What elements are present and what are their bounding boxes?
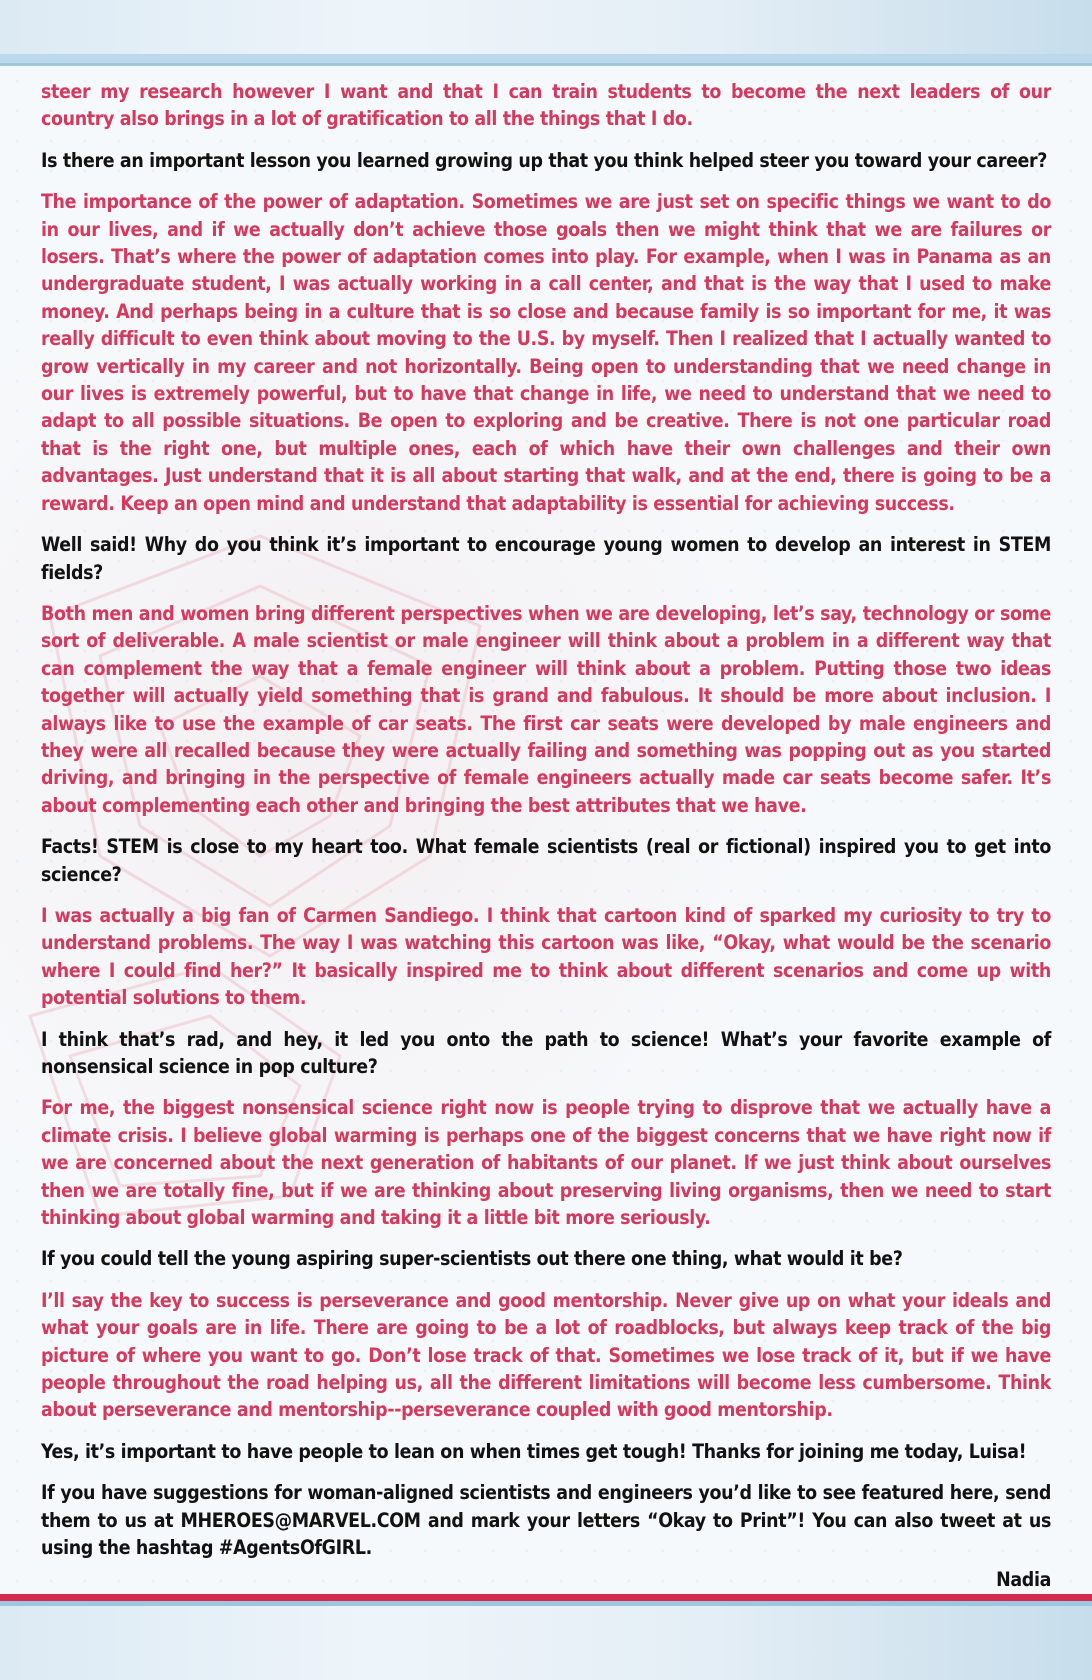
- top-border-stripe: [0, 54, 1092, 63]
- closing-paragraph: Yes, it’s important to have people to lean on when times get tough! Thanks for joining me today, Luisa!: [41, 1439, 1027, 1463]
- answer-paragraph: Both men and women bring different perspectives when we are developing, let’s say, technology or some sort of deliverable. A male scientist or male engineer will think about a problem in a different way that can complement the way that a female engineer will think about a problem. Putting those two ideas together will actually yield something that is grand and fabulous. It should be more about inclusion. I always like to use the example of car seats. The first car seats were developed by male engineers and they were all recalled because they were actually failing and something was popping out as you started driving, and bringing in the perspective of female engineers actually made car seats become safer. It’s about complementing each other and bringing the best attributes that we have.: [41, 601, 1051, 817]
- question-paragraph: Facts! STEM is close to my heart too. What female scientists (real or fictional) inspired you to get into science?: [41, 835, 1051, 886]
- question-paragraph: Is there an important lesson you learned growing up that you think helped steer you toward your career?: [41, 148, 1048, 172]
- answer-paragraph: steer my research however I want and that I can train students to become the next leaders of our country also brings in a lot of gratification to all the things that I do.: [41, 80, 1051, 131]
- answer-paragraph: I’ll say the key to success is perseverance and good mentorship. Never give up on what your ideals and what your goals are in life. There are going to be a lot of roadblocks, but always keep track of the big picture of where you want to go. Don’t lose track of that. Sometimes we lose track of it, but if we have people throughout the road helping us, all the different limitations will become less cumbersome. Think about perseverance and mentorship--perseverance coupled with good mentorship.: [41, 1288, 1051, 1422]
- interview-article: [41, 78, 1051, 1607]
- answer-paragraph: The importance of the power of adaptation. Sometimes we are just set on specific things we want to do in our lives, and if we actually don’t achieve those goals then we might think that we are failures or losers. That’s where the power of adaptation comes into play. For example, when I was in Panama as an undergraduate student, I was actually working in a call center, and that is the way that I used to make money. And perhaps being in a culture that is so close and because family is so important for me, it was really difficult to even think about moving to the U.S. by myself. Then I realized that I actually wanted to grow vertically in my career and not horizontally. Being open to understanding that we need change in our lives is extremely powerful, but to have that change in life, we need to understand that we need to adapt to all possible situations. Be open to exploring and be creative. There is not one particular road that is the right one, but multiple ones, each of which have their own challenges and their own advantages. Just understand that it is all about starting that walk, and at the end, there is going to be a reward. Keep an open mind and understand that adaptability is essential for achieving success.: [41, 190, 1051, 515]
- answer-paragraph: For me, the biggest nonsensical science right now is people trying to disprove that we actually have a climate crisis. I believe global warming is perhaps one of the biggest concerns that we have right now if we are concerned about the next generation of habitants of our planet. If we just think about ourselves then we are totally fine, but if we are thinking about preserving living organisms, then we need to start thinking about global warming and taking it a little bit more seriously.: [41, 1096, 1051, 1230]
- question-paragraph: I think that’s rad, and hey, it led you onto the path to science! What’s your favorite example of nonsensical science in pop culture?: [41, 1027, 1051, 1078]
- answer-paragraph: I was actually a big fan of Carmen Sandiego. I think that cartoon kind of sparked my curiosity to try to understand problems. The way I was watching this cartoon was like, “Okay, what would be the scenario where I could find her?” It basically inspired me to think about different scenarios and come up with potential solutions to them.: [41, 903, 1051, 1010]
- submission-info-paragraph: If you have suggestions for woman-aligned scientists and engineers you’d like to see featured here, send them to us at MHEROES@MARVEL.COM and mark your letters “Okay to Print”! You can also tweet at us using the hashtag #AgentsOfGIRL.: [41, 1481, 1051, 1560]
- question-paragraph: If you could tell the young aspiring super-scientists out there one thing, what would it be?: [41, 1247, 903, 1271]
- author-signature: Nadia: [996, 1567, 1051, 1591]
- question-paragraph: Well said! Why do you think it’s important to encourage young women to develop an interest in STEM fields?: [41, 533, 1051, 584]
